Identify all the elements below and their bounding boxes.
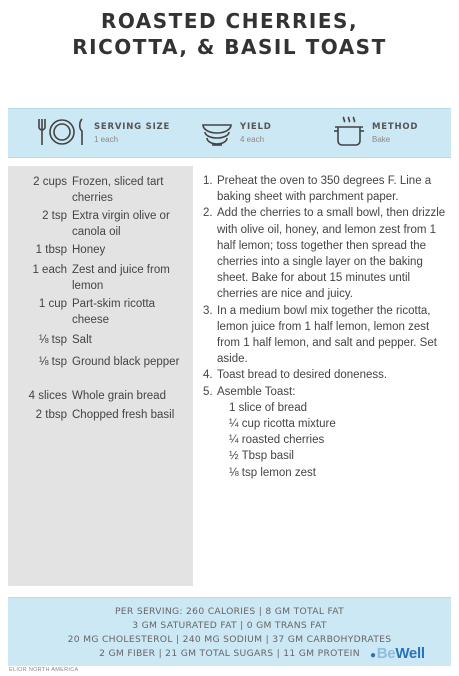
plate-fork-knife-icon <box>38 115 88 149</box>
footer-brand: ELIOR NORTH AMERICA <box>9 667 79 673</box>
step-text: Toast bread to desired doneness. <box>217 369 388 382</box>
ingredient-name: Chopped fresh basil <box>72 409 175 421</box>
page-title <box>0 8 459 60</box>
ingredient-name: Ground black pepper <box>72 356 180 368</box>
step-number: 1. <box>203 175 213 187</box>
nutrition-line: 3 GM SATURATED FAT | 0 GM TRANS FAT <box>132 620 327 631</box>
ingredient-name: Salt <box>72 334 92 346</box>
ingredient-qty: ⅛ tsp <box>38 334 67 346</box>
assemble-item: ¼ roasted cherries <box>229 434 325 447</box>
ingredient-qty: 2 cups <box>33 176 67 188</box>
ingredient-qty: 4 slices <box>28 390 67 402</box>
title-line-2: RICOTTA, & BASIL TOAST <box>72 35 387 59</box>
direction-step <box>203 303 451 368</box>
bewell-logo <box>370 645 425 662</box>
logo-mark-icon: ● <box>370 650 376 661</box>
step-text: Preheat the oven to 350 degrees F. Line a baking sheet with parchment paper. <box>217 175 432 204</box>
ingredient-name: Honey <box>72 244 106 256</box>
direction-step <box>203 205 451 302</box>
ingredient-qty: 1 each <box>32 264 67 276</box>
assemble-item: 1 slice of bread <box>229 401 307 414</box>
assemble-item: ⅛ tsp lemon zest <box>229 466 316 479</box>
title-line-1: ROASTED CHERRIES, <box>100 9 359 33</box>
method-label: METHOD <box>372 122 419 132</box>
assemble-item: ½ Tbsp basil <box>229 450 294 463</box>
ingredient-name: Extra virgin olive or canola oil <box>72 210 170 238</box>
recipe-info-bar <box>8 108 451 158</box>
ingredient-qty: 1 cup <box>38 298 67 310</box>
step-number: 5. <box>203 385 213 398</box>
step-number: 4. <box>203 369 213 382</box>
pot-icon <box>332 115 366 149</box>
logo-be: Be <box>376 645 396 662</box>
directions-list <box>203 173 451 481</box>
direction-step <box>203 384 451 400</box>
ingredient-qty: 1 tbsp <box>35 244 67 256</box>
nutrition-line: 20 MG CHOLESTEROL | 240 MG SODIUM | 37 GM CARBOHYDRATES <box>67 634 392 645</box>
yield-value: 4 each <box>240 135 265 144</box>
ingredient-qty: 2 tsp <box>42 210 67 222</box>
method-value: Bake <box>372 135 391 144</box>
ingredient-name: Zest and juice from lemon <box>72 264 170 292</box>
direction-step <box>203 367 451 383</box>
step-text: Asemble Toast: <box>217 385 296 398</box>
ingredient-name: Part-skim ricotta cheese <box>72 298 156 326</box>
ingredient-name: Frozen, sliced tart cherries <box>72 176 164 204</box>
serving-size-value: 1 each <box>94 135 119 144</box>
step-text: In a medium bowl mix together the ricotta, lemon juice from 1 half lemon, lemon zest from 1 half lemon, and salt and pepper. Set aside. <box>217 304 437 366</box>
logo-well: Well <box>395 645 425 662</box>
ingredient-qty: ⅛ tsp <box>38 356 67 368</box>
direction-step <box>203 173 451 205</box>
step-number: 3. <box>203 304 213 317</box>
step-text: Add the cherries to a small bowl, then drizzle with olive oil, honey, and lemon zest from 1 half lemon; toss together then spread the cherries into a single layer on the baking sheet. Bake for about 15 minutes until cherries are nice and juicy. <box>217 207 446 301</box>
step-number: 2. <box>203 207 213 220</box>
yield-label: YIELD <box>240 122 272 132</box>
ingredient-name: Whole grain bread <box>72 390 166 402</box>
ingredient-qty: 2 tbsp <box>35 409 67 421</box>
ingredients-panel <box>8 166 193 586</box>
serving-size-label: SERVING SIZE <box>94 122 171 132</box>
nutrition-line: 2 GM FIBER | 21 GM TOTAL SUGARS | 11 GM PROTEIN <box>99 648 360 659</box>
nutrition-line: PER SERVING: 260 CALORIES | 8 GM TOTAL FAT <box>114 606 345 617</box>
stacked-bowls-icon <box>200 115 234 149</box>
assemble-item: ¼ cup ricotta mixture <box>229 418 336 431</box>
